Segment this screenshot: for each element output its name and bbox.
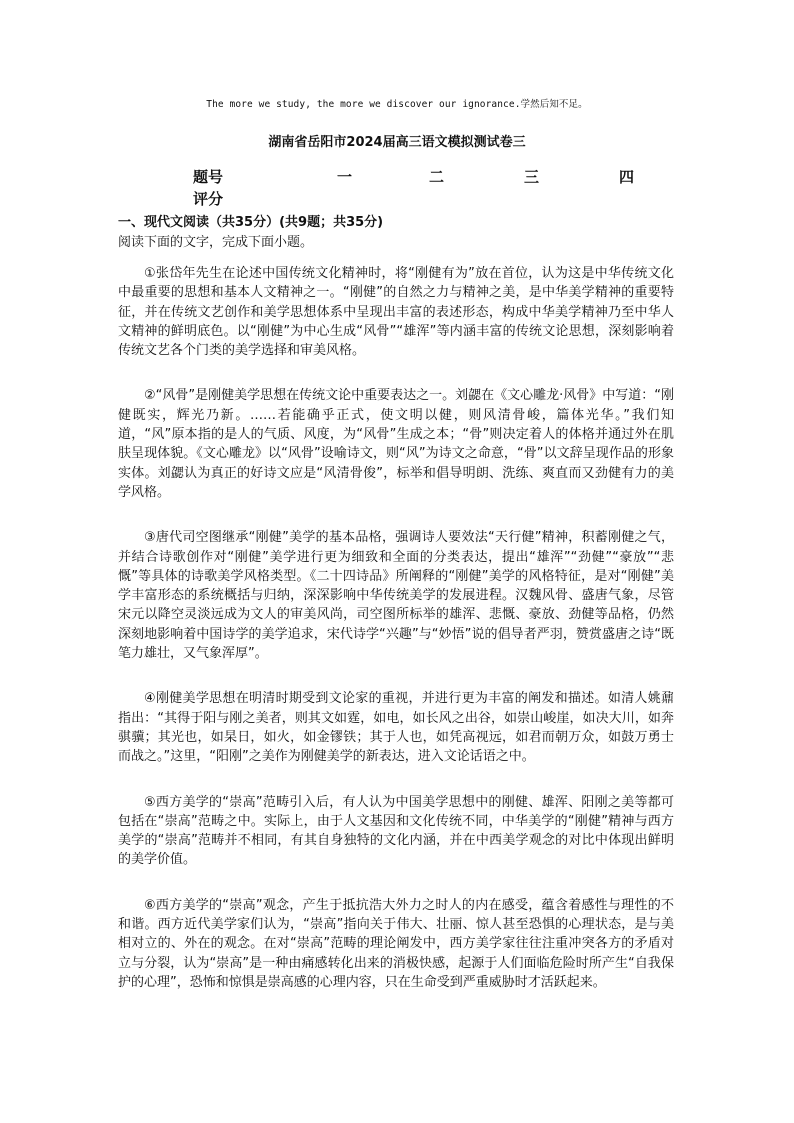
- score-table-item-label: 题号: [193, 168, 224, 186]
- score-table-col-4: 四: [619, 168, 635, 186]
- section-heading: 一、现代文阅读（共35分）(共9题；共35分): [118, 215, 384, 230]
- score-table-score-label: 评分: [193, 190, 224, 208]
- paragraph-5: ⑤西方美学的“崇高”范畴引入后，有人认为中国美学思想中的刚健、雄浑、阳刚之美等都可包括在“崇高”范畴之中。实际上，由于人文基因和文化传统不同，中华美学的“刚健”精神与西方美学的“崇高”范畴并不相同，有其自身独特的文化内涵，并在中西美学观念的对比中体现出鲜明的美学价值。: [118, 794, 674, 868]
- paragraph-1: ①张岱年先生在论述中国传统文化精神时，将“刚健有为”放在首位，认为这是中华传统文化中最重要的思想和基本人文精神之一。“刚健”的自然之力与精神之美，是中华美学精神的重要特征，并在传统文艺创作和美学思想体系中呈现出丰富的表述形态，构成中华美学精神乃至中华人文精神的鲜明底色。以“刚健”为中心生成“风骨”“雄浑”等内涵丰富的传统文论思想，深刻影响着传统文艺各个门类的美学选择和审美风格。: [118, 266, 674, 359]
- score-table-col-2: 二: [429, 168, 445, 186]
- header-motto: The more we study, the more we discover our ignorance.学然后知不足。: [206, 99, 588, 110]
- paragraph-4: ④刚健美学思想在明清时期受到文论家的重视，并进行更为丰富的阐发和描述。如清人姚鼐指出：“其得于阳与刚之美者，则其文如霆，如电，如长风之出谷，如崇山峻崖，如决大川，如奔骐骥；其光也，如杲日，如火，如金镠铁；其于人也，如凭高视远，如君而朝万众，如鼓万勇士而战之。”这里，“阳刚”之美作为刚健美学的新表达，进入文论话语之中。: [118, 691, 674, 765]
- score-table-col-1: 一: [337, 168, 353, 186]
- section-instruction: 阅读下面的文字，完成下面小题。: [118, 235, 314, 250]
- score-table-header-row: [193, 166, 653, 188]
- reading-passage: [118, 264, 674, 1018]
- document-title: 湖南省岳阳市2024届高三语文模拟测试卷三: [268, 135, 526, 150]
- paragraph-2: ②“风骨”是刚健美学思想在传统文论中重要表达之一。刘勰在《文心雕龙·风骨》中写道：“刚健既实，辉光乃新。……若能确乎正式，使文明以健，则风清骨峻，篇体光华。”我们知道，“风”原本指的是人的气质、风度，为“风骨”生成之本；“骨”则决定着人的体格并通过外在肌肤呈现体貌。《文心雕龙》以“风骨”设喻诗文，则“风”为诗文之命意，“骨”以文辞呈现作品的形象实体。刘勰认为真正的好诗文应是“风清骨俊”，标举和倡导明朗、洗练、爽直而又劲健有力的美学风格。: [118, 388, 674, 500]
- paragraph-6: ⑥西方美学的“崇高”观念，产生于抵抗浩大外力之时人的内在感受，蕴含着感性与理性的不和谐。西方近代美学家们认为，“崇高”指向关于伟大、壮丽、惊人甚至恐惧的心理状态，是与美相对立的、外在的观念。在对“崇高”范畴的理论阐发中，西方美学家往往注重冲突各方的矛盾对立与分裂，认为“崇高”是一种由痛感转化出来的消极快感，起源于人们面临危险时所产生“自我保护的心理”，恐怖和惊惧是崇高感的心理内容，只在生命受到严重威胁时才活跃起来。: [118, 897, 674, 990]
- score-table-col-3: 三: [524, 168, 540, 186]
- paragraph-3: ③唐代司空图继承“刚健”美学的基本品格，强调诗人要效法“天行健”精神，积蓄刚健之气，并结合诗歌创作对“刚健”美学进行更为细致和全面的分类表达，提出“雄浑”“劲健”“豪放”“悲慨”等具体的诗歌美学风格类型。《二十四诗品》所阐释的“刚健”美学的风格特征，是对“刚健”美学丰富形态的系统概括与归纳，深深影响中华传统美学的发展进程。汉魏风骨、盛唐气象，尽管宋元以降空灵淡远成为文人的审美风尚，司空图所标举的雄浑、悲慨、豪放、劲健等品格，仍然深刻地影响着中国诗学的美学追求，宋代诗学“兴趣”与“妙悟”说的倡导者严羽，赞赏盛唐之诗“既笔力雄壮，又气象浑厚”。: [118, 530, 674, 662]
